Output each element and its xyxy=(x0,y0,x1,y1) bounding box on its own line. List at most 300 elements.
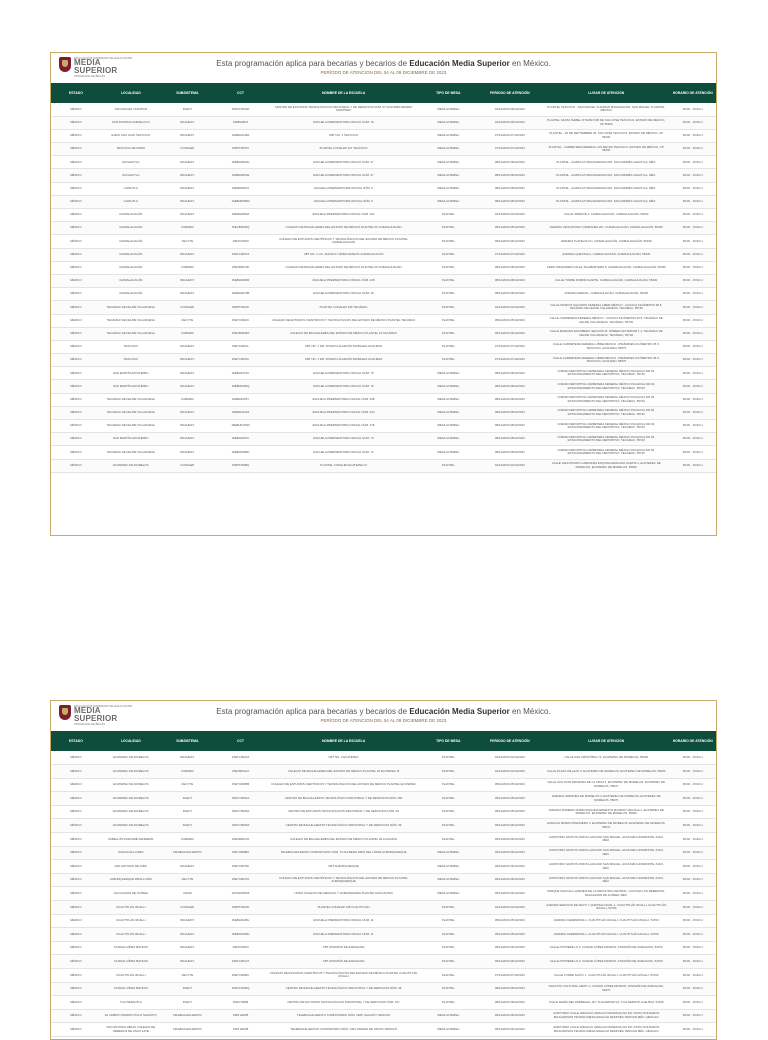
cell-localidad: ECATEPEC DE MORELOS xyxy=(101,751,161,765)
cell-localidad: CUAUTITLÁN IZCALLI xyxy=(101,914,161,928)
column-header-estado: ESTADO xyxy=(51,83,101,103)
table-row xyxy=(51,367,716,380)
cell-localidad: TECAMAC DE FELIPE VILLANUEVA xyxy=(101,420,161,433)
cell-estado: MÉXICO xyxy=(51,261,101,274)
cell-subsistema: CONALEP xyxy=(161,301,214,314)
logo-text: MEDIA SUPERIOR xyxy=(74,706,118,723)
cell-tipo-mesa: PLANTEL xyxy=(420,459,477,472)
cell-tipo-mesa: PLANTEL xyxy=(420,914,477,928)
cell-lugar: CALLE PLAZA VALLEJO 3, ECATEPEC DE MORELOS, ECATEPEC DE MORELOS, 55000 xyxy=(543,765,669,779)
cell-estado: MÉXICO xyxy=(51,873,101,887)
cell-cct: 15ECB0012J xyxy=(214,765,267,779)
schedule-table xyxy=(51,731,716,1037)
cell-periodo: 07/12/2023-07/12/2023 xyxy=(477,129,544,142)
table-row xyxy=(51,941,716,955)
cell-periodo: 06/12/2023-06/12/2023 xyxy=(477,955,544,969)
cell-periodo: 06/12/2023-06/12/2023 xyxy=(477,860,544,874)
cell-estado: MÉXICO xyxy=(51,833,101,847)
cell-periodo: 04/12/2023-04/12/2023 xyxy=(477,209,544,222)
cell-cct: 15EBH0173C xyxy=(214,367,267,380)
cell-horario: 09:00 - 15:00 H xyxy=(669,143,716,156)
cell-escuela: CENTRO DE BACHILLERATO TECNOLÓGICO INDUSTRIAL Y DE SERVICIOS NÚM. 36 xyxy=(267,982,420,996)
cell-escuela: TELEBACHILLERATO COMUNITARIO NÚM. 1480, SALVATO TENIXAN xyxy=(267,1009,420,1023)
cell-lugar: CALLE CARRETERA FEDERAL LIBRE MÉXICO - PIRÁMIDES KILÓMETRO 35.5, TEXCOCO, ACOLMAN, 55875 xyxy=(543,340,669,353)
cell-estado: MÉXICO xyxy=(51,792,101,806)
cell-subsistema: BACHEST xyxy=(161,928,214,942)
cell-estado: MÉXICO xyxy=(51,327,101,340)
cell-lugar: PLANTEL - 18 DE SEPTIEMBRE 36, SAN JOSÉ TEXCOCO, ESTADO DE MÉXICO, CP 56200 xyxy=(543,129,669,142)
cell-cct: 15EBH0051E xyxy=(214,169,267,182)
logo-small-text: EDUCACIÓN SUPERIOR DE EDUCACIÓN xyxy=(74,56,133,60)
cell-periodo: 06/12/2023-06/12/2023 xyxy=(477,941,544,955)
table-row xyxy=(51,459,716,472)
cell-lugar: CALLE POTRERILLO 3, CIUDAD LÓPEZ MATEOS, ATIZAPÁN DE ZARAGOZA, 52970 xyxy=(543,941,669,955)
cell-escuela: ESCUELA PREPARATORIA OFICIAL NÚM. 11 xyxy=(267,928,420,942)
cell-horario: 09:00 - 15:00 H xyxy=(669,314,716,327)
table-header-row xyxy=(51,731,716,751)
cell-lugar: AVENIDA CEREMONIA 1, CUAUTITLÁN IZCALLI, CUAUTITLÁN IZCALLI, 54700 xyxy=(543,928,669,942)
cell-estado: MÉXICO xyxy=(51,182,101,195)
cell-horario: 09:00 - 15:00 H xyxy=(669,914,716,928)
cell-periodo: 08/12/2023-08/12/2023 xyxy=(477,367,544,380)
cell-periodo: 05/12/2023-05/12/2023 xyxy=(477,314,544,327)
cell-estado: MÉXICO xyxy=(51,129,101,142)
cell-estado: MÉXICO xyxy=(51,846,101,860)
cell-estado: MÉXICO xyxy=(51,751,101,765)
cell-subsistema: BACHEST xyxy=(161,914,214,928)
cell-localidad: CHIMALHUACÁN xyxy=(101,222,161,235)
table-row xyxy=(51,156,716,169)
cell-horario: 09:00 - 15:00 H xyxy=(669,367,716,380)
cell-escuela: PLANTEL CONALEP 198 CUAUTITLÁN xyxy=(267,901,420,915)
cell-lugar: CALLE VENUSTIANO CARRANZA ESQUINA EMILIANO ZAPATA 1, ECATEPEC DE MORELOS, ECATEPEC DE MORELOS, 55000 xyxy=(543,459,669,472)
cell-estado: MÉXICO xyxy=(51,969,101,983)
cell-tipo-mesa: MESA ALTERNA xyxy=(420,393,477,406)
cell-lugar: UNIDAD DEPORTIVA CARRETERA FEDERAL MÉXICO PACHUCA KM 30, ESTACIONAMIENTO DEL DEPORTIVO, TECÁMAC, 55740 xyxy=(543,393,669,406)
cell-tipo-mesa: PLANTEL xyxy=(420,327,477,340)
table-row xyxy=(51,103,716,116)
cell-subsistema: BACHEST xyxy=(161,380,214,393)
cell-subsistema: TELEBACHILLERATO xyxy=(161,1023,214,1037)
cell-horario: 09:00 - 15:00 H xyxy=(669,433,716,446)
cell-periodo: 04/12/2023-09/12/2023 xyxy=(477,116,544,129)
cell-localidad: CHIMALHUACÁN xyxy=(101,288,161,301)
cell-cct: 15EBH0027 xyxy=(214,116,267,129)
cell-subsistema: COBAEM xyxy=(161,222,214,235)
cell-tipo-mesa: PLANTEL xyxy=(420,288,477,301)
cell-escuela: PLANTEL CONALEP 196 TECÁMAC xyxy=(267,301,420,314)
cell-estado: MÉXICO xyxy=(51,209,101,222)
table-row xyxy=(51,129,716,142)
cell-cct: 15EBH0060T xyxy=(214,182,267,195)
cell-tipo-mesa: PLANTEL xyxy=(420,274,477,287)
cell-escuela: CBT NO. 2 ECATEPEC xyxy=(267,751,420,765)
cell-periodo: 08/12/2023-08/12/2023 xyxy=(477,288,544,301)
cell-subsistema: COBAEM xyxy=(161,327,214,340)
column-header-tipo-mesa: TIPO DE MESA xyxy=(420,731,477,751)
cell-tipo-mesa: MESA ALTERNA xyxy=(420,129,477,142)
cell-subsistema: BACHEST xyxy=(161,446,214,459)
cell-periodo: 07/12/2023-07/12/2023 xyxy=(477,143,544,156)
table-row xyxy=(51,182,716,195)
cell-estado: MÉXICO xyxy=(51,393,101,406)
cell-estado: MÉXICO xyxy=(51,982,101,996)
cell-horario: 09:00 - 15:00 H xyxy=(669,354,716,367)
cell-localidad: CIUDAD LÓPEZ MATEOS xyxy=(101,955,161,969)
cell-tipo-mesa: MESA ALTERNA xyxy=(420,1009,477,1023)
cell-localidad: ECATEPEC DE MORELOS xyxy=(101,819,161,833)
table-row xyxy=(51,805,716,819)
cell-periodo: 07/12/2023-07/12/2023 xyxy=(477,248,544,261)
cell-tipo-mesa: MESA ALTERNA xyxy=(420,103,477,116)
cell-periodo: 05/12/2023-05/12/2023 xyxy=(477,778,544,792)
table-row xyxy=(51,235,716,248)
table-row xyxy=(51,354,716,367)
cell-escuela: CBT NO. 1 TEXCOCO xyxy=(267,129,420,142)
cell-escuela: CBT ALBURQUERQUE xyxy=(267,860,420,874)
cell-subsistema: CECYTE xyxy=(161,314,214,327)
cell-lugar: AUDITORIO CALLE HIDALGO HIDALGO MANZANA 021 DO VISITO SOLDADOS MILAGROSOS TENIXAN MESA HIDALGO DESPUÉS TENIXAN MÉX. HIDALGO xyxy=(543,1009,669,1023)
cell-cct: 15ETC0003I xyxy=(214,941,267,955)
table-row xyxy=(51,446,716,459)
cell-periodo: 08/12/2023-08/12/2023 xyxy=(477,261,544,274)
cell-tipo-mesa: MESA ALTERNA xyxy=(420,367,477,380)
cell-escuela: ESCUELA PREPARATORIA OFICIAL NÚM. 27 xyxy=(267,169,420,182)
cell-escuela: CENTRO DE ESTUDIOS TECNOLÓGICOS INDUSTRIAL Y DE SERVICIOS NÚM. 107 xyxy=(267,996,420,1010)
cell-cct: 15UNH0005Z xyxy=(214,887,267,901)
table-row xyxy=(51,819,716,833)
cell-subsistema: COBAEM xyxy=(161,393,214,406)
cell-subsistema: DGETI xyxy=(161,996,214,1010)
cell-subsistema: BACHEST xyxy=(161,751,214,765)
cell-periodo: 08/12/2023-08/12/2023 xyxy=(477,156,544,169)
cell-periodo: 07/12/2023-07/12/2023 xyxy=(477,969,544,983)
cell-periodo: 06/12/2023-06/12/2023 xyxy=(477,327,544,340)
cell-cct: 15EBH0079B xyxy=(214,288,267,301)
cell-cct: 15ETC0079K xyxy=(214,860,267,874)
cell-escuela: ESCUELA PREPARATORIA OFICIAL NÚM. 138 xyxy=(267,274,420,287)
cell-horario: 09:00 - 15:00 H xyxy=(669,982,716,996)
cell-horario: 09:00 - 15:00 H xyxy=(669,195,716,208)
cell-cct: 15ECB0013X xyxy=(214,833,267,847)
schedule-page-1 xyxy=(50,52,717,536)
cell-horario: 09:00 - 15:00 H xyxy=(669,420,716,433)
cell-estado: MÉXICO xyxy=(51,156,101,169)
cell-cct: 15DPT0005H xyxy=(214,459,267,472)
table-row xyxy=(51,996,716,1010)
cell-tipo-mesa: MESA ALTERNA xyxy=(420,887,477,901)
cell-estado: MÉXICO xyxy=(51,354,101,367)
cell-tipo-mesa: PLANTEL xyxy=(420,314,477,327)
cell-localidad: SAN MIGUEL TLAIXPAN xyxy=(101,103,161,116)
cell-lugar: PLANTEL - AGRICULTURA MANZANA 015, SAN ANDRÉS CHIAUTLA, MÉX. xyxy=(543,156,669,169)
cell-estado: MÉXICO xyxy=(51,1009,101,1023)
cell-tipo-mesa: MESA ALTERNA xyxy=(420,156,477,169)
cell-escuela: CENTRO DE BACHILLERATO TECNOLÓGICO INDUSTRIAL Y DE SERVICIOS NÚM. 39 xyxy=(267,819,420,833)
cell-localidad: TEXCOCO xyxy=(101,354,161,367)
cell-localidad: CIUDAD LÓPEZ MATEOS xyxy=(101,982,161,996)
cell-cct: 15ECB0013K xyxy=(214,261,267,274)
cell-escuela: ESCUELA PREPARATORIA OFICIAL NÚM. 276 xyxy=(267,420,420,433)
cell-periodo: 08/12/2023-08/12/2023 xyxy=(477,406,544,419)
cell-escuela: ESCUELA PREPARATORIA OFICIAL NÚM. 9 xyxy=(267,182,420,195)
table-row xyxy=(51,969,716,983)
cell-tipo-mesa: MESA ALTERNA xyxy=(420,169,477,182)
cell-localidad: TECAMAC DE FELIPE VILLANUEVA xyxy=(101,393,161,406)
cell-estado: MÉXICO xyxy=(51,765,101,779)
cell-tipo-mesa: PLANTEL xyxy=(420,261,477,274)
cell-tipo-mesa: PLANTEL xyxy=(420,955,477,969)
cell-tipo-mesa: PLANTEL xyxy=(420,778,477,792)
cell-tipo-mesa: PLANTEL xyxy=(420,833,477,847)
cell-escuela: UNAM COLEGIO DE CIENCIAS Y HUMANIDADES PLANTEL NAUCALPAN xyxy=(267,887,420,901)
cell-escuela: CBT ATIZAPÁN DE ZARAGOZA xyxy=(267,955,420,969)
period-subtitle: PERÍODO DE ATENCIÓN DEL 04 AL 09 DICIEMBRE DE 2023 xyxy=(320,70,447,75)
cell-localidad: ECATEPEC DE MORELOS xyxy=(101,805,161,819)
cell-horario: 09:00 - 15:00 H xyxy=(669,446,716,459)
table-row xyxy=(51,420,716,433)
logo-tagline: PROGRAMA DE BECAS xyxy=(74,74,106,78)
cell-subsistema: CONALEP xyxy=(161,143,214,156)
cell-subsistema: TELEBACHILLERATO xyxy=(161,1009,214,1023)
cell-escuela: CBT NO. 1 LIC. ADOLFO LÓPEZ MATEOS CHIMALHUACÁN xyxy=(267,248,420,261)
cell-tipo-mesa: PLANTEL xyxy=(420,928,477,942)
cell-localidad: SAN MARTÍN AZCATEPEC xyxy=(101,433,161,446)
cell-escuela: COLEGIO DE ESTUDIOS CIENTÍFICOS Y TECNOLÓGICOS DEL ESTADO DE MÉXICO PLANTEL ALBURQUERQUE xyxy=(267,873,420,887)
table-row xyxy=(51,301,716,314)
table-row xyxy=(51,288,716,301)
cell-cct: 15ETC0005B xyxy=(214,778,267,792)
cell-cct: 15ECB0025Q xyxy=(214,222,267,235)
table-row xyxy=(51,195,716,208)
cell-horario: 09:00 - 15:00 H xyxy=(669,901,716,915)
cell-localidad: SAN ANTONIO ABAJO COLEGIO DE OBREROS DE ATACTLATE xyxy=(101,1023,161,1037)
cell-horario: 09:00 - 15:00 H xyxy=(669,819,716,833)
cell-escuela: ESCUELA PREPARATORIA OFICIAL NÚM. 11 xyxy=(267,914,420,928)
cell-escuela: PLANTEL CONALEP 167 TEXCOCO xyxy=(267,143,420,156)
cell-horario: 09:00 - 15:00 H xyxy=(669,169,716,182)
cell-localidad: CHIMALHUACÁN xyxy=(101,261,161,274)
cell-periodo: 04/12/2023-09/12/2023 xyxy=(477,103,544,116)
table-row xyxy=(51,406,716,419)
cell-periodo: 06/12/2023-06/12/2023 xyxy=(477,1009,544,1023)
cell-horario: 09:00 - 15:00 H xyxy=(669,288,716,301)
cell-estado: MÉXICO xyxy=(51,420,101,433)
cell-horario: 09:00 - 15:00 H xyxy=(669,846,716,860)
cell-estado: MÉXICO xyxy=(51,288,101,301)
cell-estado: MÉXICO xyxy=(51,314,101,327)
cell-tipo-mesa: MESA ALTERNA xyxy=(420,446,477,459)
cell-localidad: CUAUTITLÁN IZCALLI xyxy=(101,901,161,915)
cell-tipo-mesa: MESA ALTERNA xyxy=(420,116,477,129)
cell-estado: MÉXICO xyxy=(51,301,101,314)
cell-localidad: CHIMALHUACÁN xyxy=(101,209,161,222)
table-row xyxy=(51,846,716,860)
column-header-periodo: PERIODO DE ATENCIÓN xyxy=(477,83,544,103)
cell-subsistema: DGETI xyxy=(161,805,214,819)
cell-lugar: AUDITORIO CALLE HIDALGO HIDALGO MANZANA 021 DO VISITO SOLDADOS MILAGROSOS TENIXAN MESA HIDALGO DESPUÉS TENIXAN MÉX. HIDALGO xyxy=(543,1023,669,1037)
cell-tipo-mesa: MESA ALTERNA xyxy=(420,195,477,208)
table-row xyxy=(51,765,716,779)
cell-estado: MÉXICO xyxy=(51,928,101,942)
cell-escuela: CBT NO. 1 DR. DONATO ALARCÓN MORALES ACOLMAN xyxy=(267,354,420,367)
column-header-subsistema: SUBSISTEMA xyxy=(161,731,214,751)
cell-escuela: ESCUELA PREPARATORIA OFICIAL NÚM. 27 xyxy=(267,156,420,169)
table-row xyxy=(51,261,716,274)
cell-escuela: ESCUELA PREPARATORIA OFICIAL NÚM. 76 xyxy=(267,380,420,393)
table-row xyxy=(51,928,716,942)
cell-tipo-mesa: PLANTEL xyxy=(420,996,477,1010)
cell-horario: 09:00 - 15:00 H xyxy=(669,941,716,955)
cell-localidad: ZACAHUTLA xyxy=(101,156,161,169)
cell-localidad: SAN DIONISIO ANIMALUCO xyxy=(101,116,161,129)
cell-localidad: TECAMAC DE FELIPE VILLANUEVA xyxy=(101,301,161,314)
cell-localidad: CHIMALHUACÁN xyxy=(101,274,161,287)
cell-horario: 09:00 - 15:00 H xyxy=(669,327,716,340)
cell-subsistema: BACHEST xyxy=(161,129,214,142)
cell-cct: 15ETC0001Z xyxy=(214,751,267,765)
cell-subsistema: BACHEST xyxy=(161,420,214,433)
cell-lugar: UNIDAD DEPORTIVA CARRETERA FEDERAL MÉXICO PACHUCA KM 30, ESTACIONAMIENTO DEL DEPORTIVO, TECÁMAC, 55740 xyxy=(543,420,669,433)
cell-lugar: AVENIDA VENUSTIANO CARRANZA 201, CHIMALHUACÁN, CHIMALHUACÁN, 56330 xyxy=(543,222,669,235)
cell-lugar: AUDITORIO SANTOS ORIOS LAZCANO SAN MIGUEL, ACOLMAN HORIZONTE JUAN, MÉX. xyxy=(543,833,669,847)
cell-localidad: TECAMAC DE FELIPE VILLANUEVA xyxy=(101,314,161,327)
cell-periodo: 08/12/2023-08/12/2023 xyxy=(477,446,544,459)
cell-escuela: COLEGIO DE ESTUDIOS CIENTÍFICOS Y TECNOLÓGICOS DEL ESTADO DE MÉXICO PLANTEL ECATEPEC xyxy=(267,778,420,792)
cell-cct: 15EBH0106Y xyxy=(214,393,267,406)
cell-subsistema: BACHEST xyxy=(161,288,214,301)
schedule-page-2 xyxy=(50,700,717,1040)
cell-lugar: CALLE MATEOS SACADOS FEDERAL LIBRE MÉXICO - OAXACA KILÓMETRO 38.5, TECÁMAC DE FELIPE VILLANUEVA, TECÁMAC, 55740 xyxy=(543,301,669,314)
column-header-localidad: LOCALIDAD xyxy=(101,83,161,103)
cell-localidad: CUAUTITLÁN IZCALLI xyxy=(101,969,161,983)
cell-lugar: CALLE CARRETERA FEDERAL MÉXICO - OAXACA KILÓMETRO 36.5, TECÁMAC DE FELIPE VILLANUEVA, TECÁMAC, 55740 xyxy=(543,314,669,327)
cell-cct: 15ETC0020I xyxy=(214,235,267,248)
cell-horario: 09:00 - 15:00 H xyxy=(669,406,716,419)
cell-localidad: SAN MARTÍN AZCATEPEC xyxy=(101,367,161,380)
cell-estado: MÉXICO xyxy=(51,955,101,969)
cell-estado: MÉXICO xyxy=(51,941,101,955)
table-row xyxy=(51,393,716,406)
column-header-estado: ESTADO xyxy=(51,731,101,751)
cell-tipo-mesa: PLANTEL xyxy=(420,941,477,955)
cell-cct: 15ETC0016C xyxy=(214,314,267,327)
cell-tipo-mesa: PLANTEL xyxy=(420,248,477,261)
cell-subsistema: CONALEP xyxy=(161,901,214,915)
cell-periodo: 06/12/2023-06/12/2023 xyxy=(477,873,544,887)
cell-periodo: 04/12/2023-04/12/2023 xyxy=(477,901,544,915)
cell-estado: MÉXICO xyxy=(51,116,101,129)
cell-tipo-mesa: MESA ALTERNA xyxy=(420,1023,477,1037)
cell-horario: 09:00 - 15:00 H xyxy=(669,751,716,765)
cell-estado: MÉXICO xyxy=(51,235,101,248)
cell-subsistema: UNAM xyxy=(161,887,214,901)
cell-subsistema: BACHEST xyxy=(161,955,214,969)
cell-cct: 15DCT0065A xyxy=(214,819,267,833)
cell-tipo-mesa: MESA ALTERNA xyxy=(420,143,477,156)
cell-localidad: CHIMALHUACÁN xyxy=(101,248,161,261)
cell-tipo-mesa: MESA ALTERNA xyxy=(420,846,477,860)
cell-lugar: UNIDAD DEPORTIVA CARRETERA FEDERAL MÉXICO PACHUCA KM 30, ESTACIONAMIENTO DEL DEPORTIVO, TECÁMAC, 55740 xyxy=(543,380,669,393)
cell-localidad: ECATEPEC DE MORELOS xyxy=(101,778,161,792)
cell-periodo: 08/12/2023-08/12/2023 xyxy=(477,420,544,433)
cell-cct: 15DCT0054A xyxy=(214,792,267,806)
cell-lugar: AVENIDA CEREMONIA 1, CUAUTITLÁN IZCALLI, CUAUTITLÁN IZCALLI, 54700 xyxy=(543,914,669,928)
cell-tipo-mesa: PLANTEL xyxy=(420,751,477,765)
cell-subsistema: CECYTE xyxy=(161,235,214,248)
cell-lugar: AVENIDA ROMERO RUBIO ESQUINA ERNESTO MONROY MALAGA 1, ECATEPEC DE MORELOS, ECATEPEC DE MORELOS, 55000 xyxy=(543,805,669,819)
cell-escuela: CBT ATIZAPÁN DE ZARAGOZA xyxy=(267,941,420,955)
cell-horario: 09:00 - 15:00 H xyxy=(669,301,716,314)
cell-tipo-mesa: PLANTEL xyxy=(420,792,477,806)
cell-periodo: 06/12/2023-06/12/2023 xyxy=(477,1023,544,1037)
column-header-escuela: NOMBRE DE LA ESCUELA xyxy=(267,83,420,103)
cell-lugar: CALLE TORRE PARRICOLARTE, CHIMALHUACÁN, CHIMALHUACÁN, 56340 xyxy=(543,274,669,287)
logo-small-text: EDUCACIÓN SUPERIOR DE EDUCACIÓN xyxy=(74,704,133,708)
cell-subsistema: BACHEST xyxy=(161,406,214,419)
cell-tipo-mesa: PLANTEL xyxy=(420,209,477,222)
cell-escuela: ESCUELA PREPARATORIA OFICIAL NÚM. 164 xyxy=(267,209,420,222)
cell-localidad: CHIAUTLA xyxy=(101,182,161,195)
cell-horario: 09:00 - 15:00 H xyxy=(669,393,716,406)
cell-subsistema: BACHEST xyxy=(161,116,214,129)
table-row xyxy=(51,169,716,182)
cell-escuela: CENTRO DE BACHILLERATO TECNOLÓGICO INDUSTRIAL Y DE SERVICIOS NÚM. 250 xyxy=(267,792,420,806)
table-row xyxy=(51,860,716,874)
table-row xyxy=(51,209,716,222)
cell-localidad: CUAUTITLÁN IZCALLI xyxy=(101,928,161,942)
cell-horario: 09:00 - 15:00 H xyxy=(669,873,716,887)
cell-localidad: PABELLÓN PARLAMÉ PENDERÍA xyxy=(101,833,161,847)
cell-periodo: 05/12/2023-05/12/2023 xyxy=(477,914,544,928)
cell-periodo: 06/12/2023-06/12/2023 xyxy=(477,819,544,833)
cell-horario: 09:00 - 15:00 H xyxy=(669,778,716,792)
cell-horario: 09:00 - 15:00 H xyxy=(669,129,716,142)
cell-estado: MÉXICO xyxy=(51,778,101,792)
cell-lugar: CALLE SAN CRISTÓBAL 71, ECATEPEC DE MORELOS, 55000 xyxy=(543,751,669,765)
logo-tagline: PROGRAMA DE BECAS xyxy=(74,722,106,726)
cell-escuela: COLEGIO DE BACHILLERES DEL ESTADO DE MÉXICO PLANTEL 19 TECÁMAC xyxy=(267,327,420,340)
cell-localidad: EJIDO SAN JUAN TEXCOCO xyxy=(101,129,161,142)
cell-subsistema: BACHEST xyxy=(161,354,214,367)
cell-lugar: AVENIDA QUETZALLI, CHIMALHUACÁN, CHIMALHUACÁN, 56330 xyxy=(543,248,669,261)
cell-cct: 15ETC0007Z xyxy=(214,248,267,261)
cell-horario: 09:00 - 15:00 H xyxy=(669,765,716,779)
cell-estado: MÉXICO xyxy=(51,446,101,459)
cell-tipo-mesa: PLANTEL xyxy=(420,222,477,235)
cell-horario: 09:00 - 15:00 H xyxy=(669,969,716,983)
table-row xyxy=(51,751,716,765)
cell-escuela: COLEGIO DE BACHILLERES DEL ESTADO DE MÉXICO PLANTEL 20 CHIMALHUACÁN xyxy=(267,261,420,274)
cell-horario: 09:00 - 15:00 H xyxy=(669,274,716,287)
cell-subsistema: BACHEST xyxy=(161,195,214,208)
cell-cct: 15DCT0086 xyxy=(214,996,267,1010)
cell-periodo: 05/12/2023-05/12/2023 xyxy=(477,805,544,819)
cell-estado: MÉXICO xyxy=(51,195,101,208)
table-row xyxy=(51,914,716,928)
cell-periodo: 08/12/2023-08/12/2023 xyxy=(477,996,544,1010)
cell-escuela: CENTRO DE ESTUDIOS TECNOLÓGICOS INDUSTRIAL Y DE SERVICIOS NÚM. 57 DOLORES IBARRA MARTÍNEZ xyxy=(267,103,420,116)
cell-escuela: CBT NO. 1 DR. DONATO ALARCÓN MORALES ACOLMAN xyxy=(267,340,420,353)
cell-periodo: 06/12/2023-06/12/2023 xyxy=(477,846,544,860)
cell-lugar: AVENIDA SERVICIO DE MAYO Y QUETZALCOATL 1, CUAUTITLÁN IZCALLI, CUAUTITLÁN IZCALLI, 54700 xyxy=(543,901,669,915)
cell-lugar: UNIDAD DEPORTIVA CARRETERA FEDERAL MÉXICO PACHUCA KM 30, ESTACIONAMIENTO DEL DEPORTIVO, TECÁMAC, 55740 xyxy=(543,433,669,446)
table-row xyxy=(51,873,716,887)
cell-cct: 15ETC0006C xyxy=(214,969,267,983)
cell-cct: 15ETC0021L xyxy=(214,340,267,353)
cell-lugar: PLANTEL - AGRICULTURA MANZANA 015, SAN ANDRÉS CHIAUTLA, MÉX. xyxy=(543,182,669,195)
cell-cct: 15ETH0088X xyxy=(214,846,267,860)
